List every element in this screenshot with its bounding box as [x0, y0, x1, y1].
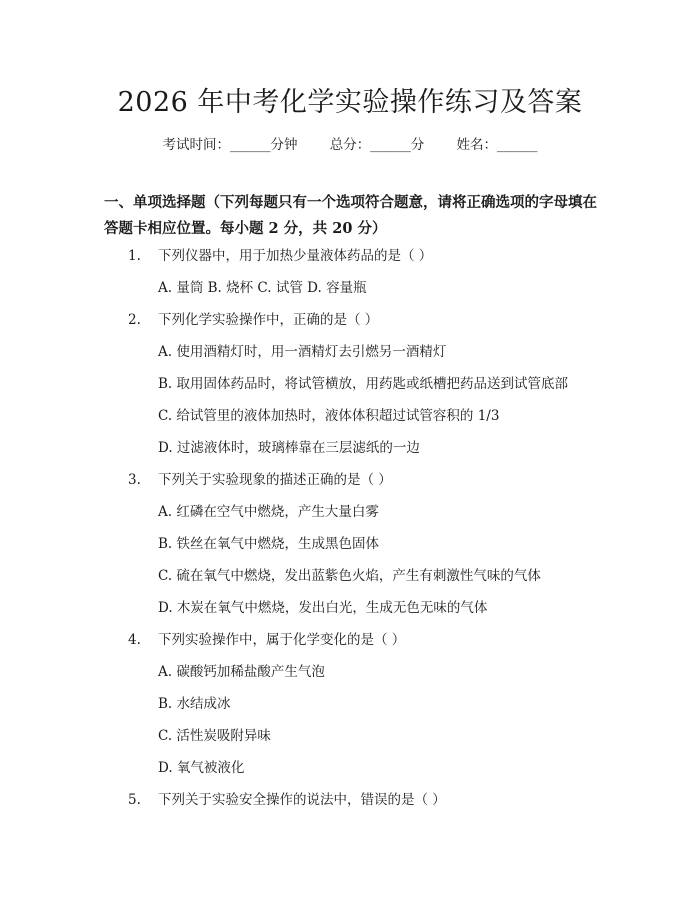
name-blank: ______	[497, 137, 538, 153]
question-5	[128, 788, 446, 808]
question-number: 2.	[128, 312, 141, 328]
question-text: 下列仪器中，用于加热少量液体药品的是（ ）	[158, 248, 433, 264]
option-a: A. 使用酒精灯时，用一酒精灯去引燃另一酒精灯	[158, 344, 447, 360]
section-heading: 一、单项选择题（下列每题只有一个选项符合题意，请将正确选项的字母填在答题卡相应位置。每小题 2 分，共 20 分）	[104, 194, 597, 237]
question-text: 下列关于实验安全操作的说法中，错误的是（ ）	[158, 792, 446, 808]
option-b: B. 取用固体药品时，将试管横放，用药匙或纸槽把药品送到试管底部	[158, 376, 569, 392]
question-3	[128, 468, 392, 488]
name-field	[457, 133, 538, 153]
question-number: 1.	[128, 248, 141, 264]
option-a: A. 红磷在空气中燃烧，产生大量白雾	[158, 504, 379, 520]
option-b: B. 铁丝在氧气中燃烧，生成黑色固体	[158, 536, 380, 552]
question-2	[128, 308, 378, 328]
option-d: D. 氧气被液化	[158, 760, 245, 776]
option-a: A. 碳酸钙加稀盐酸产生气泡	[158, 664, 325, 680]
total-score-blank: ______	[370, 137, 411, 153]
name-label: 姓名：	[456, 137, 498, 153]
question-text: 下列实验操作中，属于化学变化的是（ ）	[158, 632, 406, 648]
exam-meta	[0, 133, 700, 153]
question-text: 下列关于实验现象的描述正确的是（ ）	[158, 472, 392, 488]
option-b: B. 水结成冰	[158, 696, 231, 712]
option-c: C. 给试管里的液体加热时，液体体积超过试管容积的 1/3	[158, 408, 500, 424]
total-score-unit: 分	[410, 137, 425, 153]
option-c: C. 硫在氧气中燃烧，发出蓝紫色火焰，产生有刺激性气味的气体	[158, 568, 541, 584]
question-number: 3.	[128, 472, 141, 488]
question-1-options: A. 量筒 B. 烧杯 C. 试管 D. 容量瓶	[158, 280, 367, 296]
exam-time-blank: ______	[229, 137, 271, 153]
total-score-label: 总分：	[329, 137, 371, 153]
option-d: D. 木炭在氧气中燃烧，发出白光，生成无色无味的气体	[158, 600, 488, 616]
total-score-field	[330, 133, 425, 153]
exam-time-field	[162, 133, 297, 153]
exam-time-label: 考试时间：	[162, 137, 230, 153]
question-text: 下列化学实验操作中，正确的是（ ）	[158, 312, 379, 328]
exam-time-unit: 分钟	[270, 137, 298, 153]
page-title: 2026 年中考化学实验操作练习及答案	[117, 87, 583, 118]
option-d: D. 过滤液体时，玻璃棒靠在三层滤纸的一边	[158, 440, 420, 456]
question-number: 4.	[128, 632, 141, 648]
question-4	[128, 628, 405, 648]
question-number: 5.	[128, 792, 141, 808]
option-c: C. 活性炭吸附异味	[158, 728, 271, 744]
question-1	[128, 244, 432, 264]
